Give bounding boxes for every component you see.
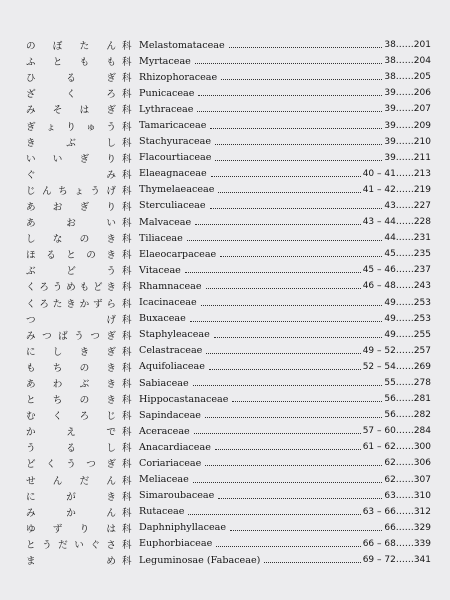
family-suffix: 科 <box>122 41 132 53</box>
page-references: 43……227 <box>384 200 431 211</box>
japanese-name: み そ は ぎ <box>26 105 116 117</box>
family-suffix: 科 <box>122 121 132 133</box>
family-suffix: 科 <box>122 218 132 230</box>
latin-family-name: Aceraceae <box>139 425 190 437</box>
japanese-name: か え で <box>26 427 116 439</box>
japanese-name: と う だ い ぐ さ <box>26 539 116 551</box>
index-entry <box>26 85 431 101</box>
page-references: 66 – 68……339 <box>362 538 431 549</box>
latin-family-name: Thymelaeaceae <box>139 184 215 196</box>
family-suffix: 科 <box>122 137 132 149</box>
japanese-name: つ げ <box>26 314 116 326</box>
latin-family-name: Sterculiaceae <box>139 200 206 212</box>
dot-leader <box>216 544 360 547</box>
page-references: 45……235 <box>384 249 431 260</box>
latin-family-name: Aquifoliaceae <box>139 361 205 373</box>
latin-family-name: Coriariaceae <box>139 457 202 469</box>
dot-leader <box>215 142 382 145</box>
dot-leader <box>221 77 382 80</box>
dot-leader <box>218 190 360 193</box>
index-entry <box>26 295 431 311</box>
dot-leader <box>198 93 382 96</box>
japanese-name: も ち の き <box>26 362 116 374</box>
index-entry <box>26 246 431 262</box>
dot-leader <box>187 238 383 241</box>
index-entry <box>26 278 431 294</box>
japanese-name: ど く う つ ぎ <box>26 459 116 471</box>
latin-family-name: Lythraceae <box>139 103 194 115</box>
latin-family-name: Staphyleaceae <box>139 329 210 341</box>
japanese-name: ま め <box>26 556 116 568</box>
latin-family-name: Myrtaceae <box>139 55 191 67</box>
japanese-name: う る し <box>26 443 116 455</box>
page-references: 39……207 <box>384 104 431 115</box>
index-entry <box>26 311 431 327</box>
japanese-name: ぐ み <box>26 169 116 181</box>
index-entry <box>26 134 431 150</box>
dot-leader <box>209 367 361 370</box>
family-suffix: 科 <box>122 105 132 117</box>
page-references: 49……253 <box>384 313 431 324</box>
page-references: 40 – 41……213 <box>362 168 431 179</box>
page-references: 43 – 44……228 <box>362 217 431 228</box>
page-references: 61 – 62……300 <box>362 442 431 453</box>
family-suffix: 科 <box>122 411 132 423</box>
family-suffix: 科 <box>122 73 132 85</box>
family-suffix: 科 <box>122 443 132 455</box>
dot-leader <box>264 560 360 563</box>
japanese-name: ひ る ぎ <box>26 73 116 85</box>
page-references: 49……255 <box>384 329 431 340</box>
family-suffix: 科 <box>122 556 132 568</box>
dot-leader <box>215 447 361 450</box>
page-references: 56……282 <box>384 410 431 421</box>
index-entry <box>26 520 431 536</box>
japanese-name: と ち の き <box>26 395 116 407</box>
japanese-name: に が き <box>26 491 116 503</box>
index-entry <box>26 69 431 85</box>
japanese-name: み か ん <box>26 507 116 519</box>
page-references: 66……329 <box>384 522 431 533</box>
family-suffix: 科 <box>122 250 132 262</box>
japanese-name: の ぼ た ん <box>26 41 116 53</box>
dot-leader <box>230 528 382 531</box>
index-entry <box>26 343 431 359</box>
page-references: 39……206 <box>384 88 431 99</box>
latin-family-name: Celastraceae <box>139 345 203 357</box>
dot-leader <box>214 335 383 338</box>
japanese-name: ぶ ど う <box>26 266 116 278</box>
index-entry <box>26 407 431 423</box>
index-entry <box>26 53 431 69</box>
index-entry <box>26 552 431 568</box>
japanese-name: ざ く ろ <box>26 89 116 101</box>
latin-family-name: Simaroubaceae <box>139 490 215 502</box>
index-entry <box>26 327 431 343</box>
latin-family-name: Hippocastanaceae <box>139 393 229 405</box>
index-entry <box>26 230 431 246</box>
family-suffix: 科 <box>122 362 132 374</box>
page-references: 44……231 <box>384 233 431 244</box>
dot-leader <box>211 174 361 177</box>
page-references: 69 – 72……341 <box>362 555 431 566</box>
index-entry <box>26 37 431 53</box>
latin-family-name: Euphorbiaceae <box>139 538 213 550</box>
family-suffix: 科 <box>122 395 132 407</box>
page-references: 62……306 <box>384 458 431 469</box>
latin-family-name: Buxaceae <box>139 313 186 325</box>
japanese-name: く ろ う め も ど き <box>26 282 116 294</box>
japanese-name: き ぶ し <box>26 137 116 149</box>
dot-leader <box>193 383 383 386</box>
family-suffix: 科 <box>122 153 132 165</box>
japanese-name: み つ ば う つ ぎ <box>26 330 116 342</box>
index-entry <box>26 504 431 520</box>
japanese-name: ゆ ず り は <box>26 523 116 535</box>
index-entry <box>26 262 431 278</box>
family-suffix: 科 <box>122 169 132 181</box>
japanese-name: い い ぎ り <box>26 153 116 165</box>
latin-family-name: Meliaceae <box>139 474 189 486</box>
family-suffix: 科 <box>122 475 132 487</box>
family-suffix: 科 <box>122 459 132 471</box>
dot-leader <box>206 286 361 289</box>
index-entry <box>26 214 431 230</box>
dot-leader <box>210 206 383 209</box>
japanese-name: せ ん だ ん <box>26 475 116 487</box>
page-references: 62……307 <box>384 474 431 485</box>
family-suffix: 科 <box>122 266 132 278</box>
latin-family-name: Rhizophoraceae <box>139 71 218 83</box>
dot-leader <box>205 463 382 466</box>
dot-leader <box>205 415 382 418</box>
japanese-name: む く ろ じ <box>26 411 116 423</box>
family-suffix: 科 <box>122 298 132 310</box>
page-references: 38……204 <box>384 56 431 67</box>
page-references: 38……205 <box>384 72 431 83</box>
index-entry <box>26 117 431 133</box>
family-suffix: 科 <box>122 201 132 213</box>
dot-leader <box>190 319 383 322</box>
latin-family-name: Vitaceae <box>139 264 181 276</box>
index-entry <box>26 391 431 407</box>
page-references: 55……278 <box>384 378 431 389</box>
dot-leader <box>201 303 383 306</box>
page-references: 57 – 60……284 <box>362 426 431 437</box>
latin-family-name: Elaeocarpaceae <box>139 248 217 260</box>
family-suffix: 科 <box>122 89 132 101</box>
latin-family-name: Tamaricaceae <box>139 120 207 132</box>
page-references: 52 – 54……269 <box>362 361 431 372</box>
page-references: 49 – 52……257 <box>362 345 431 356</box>
japanese-name: ふ と も も <box>26 57 116 69</box>
page-references: 39……209 <box>384 120 431 131</box>
page-references: 56……281 <box>384 394 431 405</box>
index-entry <box>26 455 431 471</box>
dot-leader <box>206 351 360 354</box>
japanese-name: あ わ ぶ き <box>26 379 116 391</box>
page-references: 45 – 46……237 <box>362 265 431 276</box>
latin-family-name: Flacourtiaceae <box>139 152 212 164</box>
page-references: 38……201 <box>384 40 431 51</box>
family-suffix: 科 <box>122 507 132 519</box>
latin-family-name: Elaeagnaceae <box>139 168 207 180</box>
dot-leader <box>195 61 383 64</box>
index-entry <box>26 423 431 439</box>
dot-leader <box>195 222 360 225</box>
japanese-name: あ お ぎ り <box>26 201 116 213</box>
japanese-name: ぎ ょ り ゅ う <box>26 121 116 133</box>
dot-leader <box>220 254 382 257</box>
index-entry <box>26 182 431 198</box>
page-references: 63 – 66……312 <box>362 506 431 517</box>
latin-family-name: Malvaceae <box>139 216 192 228</box>
japanese-name: あ お い <box>26 218 116 230</box>
family-suffix: 科 <box>122 539 132 551</box>
index-entry <box>26 375 431 391</box>
dot-leader <box>229 45 383 48</box>
dot-leader <box>185 270 361 273</box>
latin-family-name: Daphniphyllaceae <box>139 522 227 534</box>
latin-family-name: Tiliaceae <box>139 232 183 244</box>
family-suffix: 科 <box>122 57 132 69</box>
dot-leader <box>215 158 382 161</box>
dot-leader <box>218 496 382 499</box>
latin-family-name: Sapindaceae <box>139 409 201 421</box>
family-suffix: 科 <box>122 330 132 342</box>
family-suffix: 科 <box>122 427 132 439</box>
japanese-name: に し き ぎ <box>26 346 116 358</box>
latin-family-name: Rutaceae <box>139 506 185 518</box>
index-entry <box>26 198 431 214</box>
japanese-name: ほ る と の き <box>26 250 116 262</box>
dot-leader <box>188 512 360 515</box>
dot-leader <box>193 480 383 483</box>
index-entry <box>26 150 431 166</box>
dot-leader <box>194 431 361 434</box>
page-references: 46 – 48……243 <box>362 281 431 292</box>
dot-leader <box>232 399 382 402</box>
latin-family-name: Sabiaceae <box>139 377 189 389</box>
index-entry <box>26 101 431 117</box>
latin-family-name: Leguminosae (Fabaceae) <box>139 554 261 566</box>
index-entry <box>26 536 431 552</box>
latin-family-name: Punicaceae <box>139 87 195 99</box>
family-suffix: 科 <box>122 491 132 503</box>
index-entry <box>26 166 431 182</box>
japanese-name: じ ん ち ょ う げ <box>26 185 116 197</box>
dot-leader <box>210 126 382 129</box>
family-suffix: 科 <box>122 234 132 246</box>
index-entry <box>26 488 431 504</box>
japanese-name: し な の き <box>26 234 116 246</box>
page-references: 41 – 42……219 <box>362 184 431 195</box>
family-suffix: 科 <box>122 346 132 358</box>
page-references: 39……211 <box>384 152 431 163</box>
latin-family-name: Rhamnaceae <box>139 280 202 292</box>
dot-leader <box>197 109 382 112</box>
index-entry <box>26 472 431 488</box>
family-suffix: 科 <box>122 314 132 326</box>
japanese-name: く ろ た き か ず ら <box>26 298 116 310</box>
family-index-list <box>26 37 431 568</box>
family-suffix: 科 <box>122 282 132 294</box>
latin-family-name: Stachyuraceae <box>139 136 212 148</box>
page-references: 49……253 <box>384 297 431 308</box>
latin-family-name: Icacinaceae <box>139 297 197 309</box>
latin-family-name: Melastomataceae <box>139 39 225 51</box>
index-entry <box>26 359 431 375</box>
index-entry <box>26 439 431 455</box>
page-references: 63……310 <box>384 490 431 501</box>
page-references: 39……210 <box>384 136 431 147</box>
family-suffix: 科 <box>122 379 132 391</box>
latin-family-name: Anacardiaceae <box>139 441 211 453</box>
family-suffix: 科 <box>122 523 132 535</box>
family-suffix: 科 <box>122 185 132 197</box>
